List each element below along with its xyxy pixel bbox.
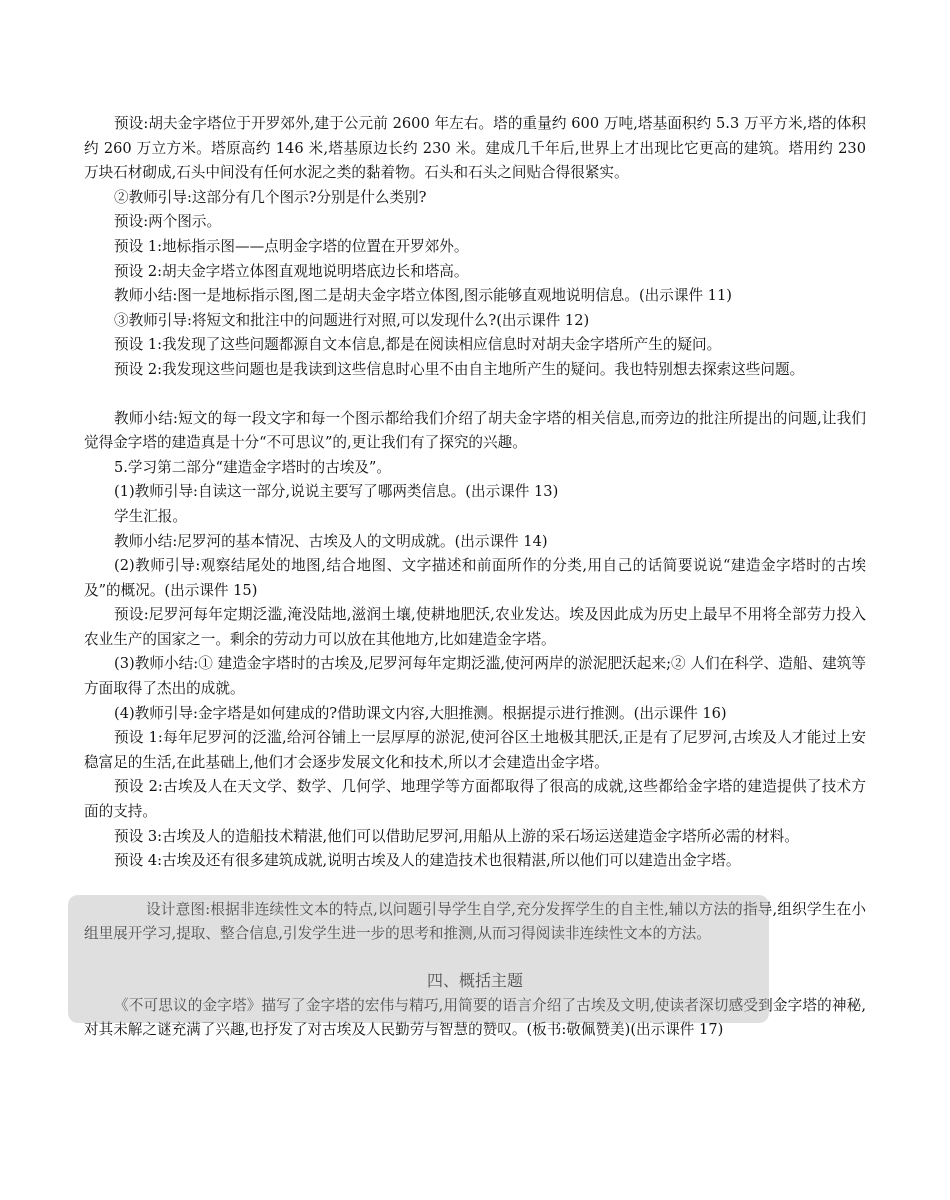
paragraph-teacher-guide-3: ③教师引导:将短文和批注中的问题进行对照,可以发现什么?(出示课件 12)	[114, 311, 590, 329]
paragraph-teacher-summary-text: 教师小结:短文的每一段文字和每一个图示都给我们介绍了胡夫金字塔的相关信息,而旁边的批注所提出的问题,让我们觉得金字塔的建造真是十分“不可思议”的,更让我们有了探究的兴趣。	[84, 409, 866, 452]
section-heading: 四、概括主题	[426, 971, 523, 990]
design-intent: 设计意图:根据非连续性文本的特点,以问题引导学生自学,充分发挥学生的自主性,辅以方法的指导,组织学生在小组里展开学习,提取、整合信息,引发学生进一步的思考和推测,从而习得阅读非连续性文本的方法。	[84, 900, 866, 943]
paragraph-preset-4-build: 预设 4:古埃及还有很多建筑成就,说明古埃及人的建造技术也很精湛,所以他们可以建造出金字塔。	[114, 852, 741, 870]
paragraph-preset-2-3d-diagram: 预设 2:胡夫金字塔立体图直观地说明塔底边长和塔高。	[114, 262, 469, 280]
paragraph-preset-1-found: 预设 1:我发现了这些问题都源自文本信息,都是在阅读相应信息时对胡夫金字塔所产生的疑问。	[114, 336, 722, 354]
document-body	[84, 112, 866, 1043]
spacer	[84, 874, 866, 898]
paragraph-preset-2-build: 预设 2:古埃及人在天文学、数学、几何学、地理学等方面都取得了很高的成就,这些都给金字塔的建造提供了技术方面的支持。	[84, 778, 866, 821]
paragraph-part-two-heading: 5.学习第二部分“建造金字塔时的古埃及”。	[114, 458, 391, 476]
paragraph-guide-2: (2)教师引导:观察结尾处的地图,结合地图、文字描述和前面所作的分类,用自己的话简要说说“建造金字塔时的古埃及”的概况。(出示课件 15)	[84, 557, 866, 599]
spacer	[84, 383, 866, 407]
paragraph-student-report: 学生汇报。	[114, 507, 187, 525]
paragraph-teacher-summary-diagrams: 教师小结:图一是地标指示图,图二是胡夫金字塔立体图,图示能够直观地说明信息。(出示课件 11)	[114, 287, 732, 305]
paragraph-preset-two-diagrams: 预设:两个图示。	[114, 213, 222, 231]
paragraph-teacher-summary-nile: 教师小结:尼罗河的基本情况、古埃及人的文明成就。(出示课件 14)	[114, 532, 548, 550]
summary-paragraph: 《不可思议的金字塔》描写了金字塔的宏伟与精巧,用简要的语言介绍了古埃及文明,使读者深切感受到金字塔的神秘,对其未解之谜充满了兴趣,也抒发了对古埃及人民勤劳与智慧的赞叹。(板书:敬佩赞美)(出示课件 17)	[84, 996, 866, 1039]
paragraph-preset-nile-flood: 预设:尼罗河每年定期泛滥,淹没陆地,滋润土壤,使耕地肥沃,农业发达。埃及因此成为历史上最早不用将全部劳力投入农业生产的国家之一。剩余的劳动力可以放在其他地方,比如建造金字塔。	[84, 606, 866, 648]
paragraph-summary-3: (3)教师小结:① 建造金字塔时的古埃及,尼罗河每年定期泛滥,使河两岸的淤泥肥沃起来;② 人们在科学、造船、建筑等方面取得了杰出的成就。	[84, 655, 866, 698]
paragraph-guide-4: (4)教师引导:金字塔是如何建成的?借助课文内容,大胆推测。根据提示进行推测。(出示课件 16)	[114, 704, 727, 722]
paragraph-guide-1: (1)教师引导:自读这一部分,说说主要写了哪两类信息。(出示课件 13)	[114, 483, 559, 501]
paragraph-preset-2-found: 预设 2:我发现这些问题也是我读到这些信息时心里不由自主地所产生的疑问。我也特别想去探索这些问题。	[114, 360, 805, 378]
paragraph-preset-3-build: 预设 3:古埃及人的造船技术精湛,他们可以借助尼罗河,用船从上游的采石场运送建造金字塔所必需的材料。	[114, 827, 799, 845]
paragraph-preset-1-build: 预设 1:每年尼罗河的泛滥,给河谷铺上一层厚厚的淤泥,使河谷区土地极其肥沃,正是有了尼罗河,古埃及人才能过上安稳富足的生活,在此基础上,他们才会逐步发展文化和技术,所以才会建造出金字塔。	[84, 729, 866, 771]
paragraph-preset-1-landmark: 预设 1:地标指示图——点明金字塔的位置在开罗郊外。	[114, 237, 469, 255]
spacer	[84, 947, 866, 969]
paragraph-preset-pyramid-facts: 预设:胡夫金字塔位于开罗郊外,建于公元前 2600 年左右。塔的重量约 600 万吨,塔基面积约 5.3 万平方米,塔的体积约 260 万立方米。塔原高约 146 米,塔基原边长约 230 米。建成几千年后,世界上才出现比它更高的建筑。塔用约 230 万块石材砌成,石头中间没有任何水泥之类的黏着物。石头和石头之间贴合得很紧实。	[84, 115, 866, 182]
paragraph-teacher-guide-2: ②教师引导:这部分有几个图示?分别是什么类别?	[114, 188, 427, 206]
